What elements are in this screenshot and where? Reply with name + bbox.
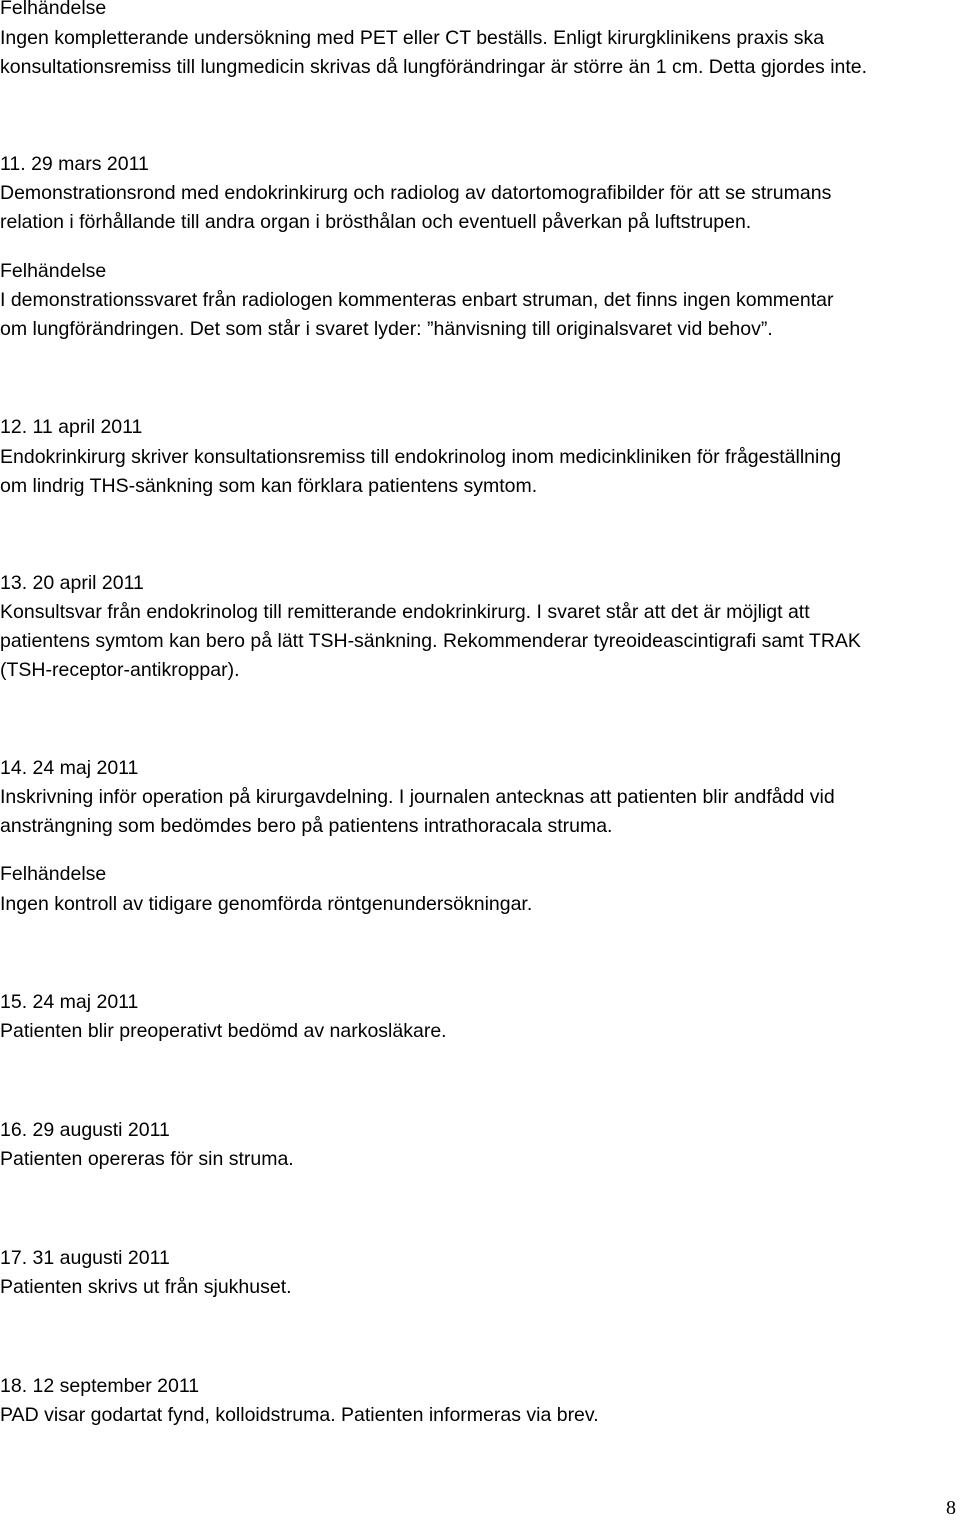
body-line: PAD visar godartat fynd, kolloidstruma. Patienten informeras via brev.	[0, 1404, 599, 1426]
body-line: Endokrinkirurg skriver konsultationsremiss till endokrinolog inom medicinkliniken för frågeställning	[0, 446, 842, 468]
body-line: konsultationsremiss till lungmedicin skrivas då lungförändringar är större än 1 cm. Detta gjordes inte.	[0, 56, 868, 78]
body-line: (TSH-receptor-antikroppar).	[0, 659, 240, 681]
body-line: om lungförändringen. Det som står i svaret lyder: ”hänvisning till originalsvaret vid behov”.	[0, 318, 773, 340]
entry-heading: 15. 24 maj 2011	[0, 991, 139, 1013]
incident-heading: Felhändelse	[0, 863, 107, 885]
body-line: ansträngning som bedömdes bero på patientens intrathoracala struma.	[0, 815, 613, 837]
entry-heading: 16. 29 augusti 2011	[0, 1119, 170, 1141]
body-line: Konsultsvar från endokrinolog till remitterande endokrinkirurg. I svaret står att det är möjligt att	[0, 601, 810, 623]
body-line: om lindrig THS-sänkning som kan förklara patientens symtom.	[0, 475, 538, 497]
body-line: patientens symtom kan bero på lätt TSH-sänkning. Rekommenderar tyreoideascintigrafi samt TRAK	[0, 630, 861, 652]
entry-heading: 11. 29 mars 2011	[0, 153, 149, 175]
body-line: Patienten opereras för sin struma.	[0, 1148, 294, 1170]
body-line: I demonstrationssvaret från radiologen kommenteras enbart struman, det finns ingen kommentar	[0, 289, 834, 311]
entry-heading: 13. 20 april 2011	[0, 572, 144, 594]
incident-heading: Felhändelse	[0, 260, 107, 282]
entry-heading: 18. 12 september 2011	[0, 1375, 200, 1397]
entry-heading: 12. 11 april 2011	[0, 416, 143, 438]
body-line: Ingen kompletterande undersökning med PET eller CT beställs. Enligt kirurgklinikens praxis ska	[0, 27, 825, 49]
body-line: Inskrivning inför operation på kirurgavdelning. I journalen antecknas att patienten blir andfådd vid	[0, 786, 835, 808]
body-line: relation i förhållande till andra organ i brösthålan och eventuell påverkan på luftstrupen.	[0, 211, 752, 233]
body-line: Demonstrationsrond med endokrinkirurg och radiolog av datortomografibilder för att se strumans	[0, 182, 832, 204]
entry-heading: 17. 31 augusti 2011	[0, 1247, 170, 1269]
page-number: 8	[946, 1497, 956, 1519]
body-line: Ingen kontroll av tidigare genomförda röntgenundersökningar.	[0, 893, 533, 915]
body-line: Patienten blir preoperativt bedömd av narkosläkare.	[0, 1020, 447, 1042]
entry-heading: 14. 24 maj 2011	[0, 757, 139, 779]
incident-heading: Felhändelse	[0, 0, 107, 19]
body-line: Patienten skrivs ut från sjukhuset.	[0, 1276, 292, 1298]
